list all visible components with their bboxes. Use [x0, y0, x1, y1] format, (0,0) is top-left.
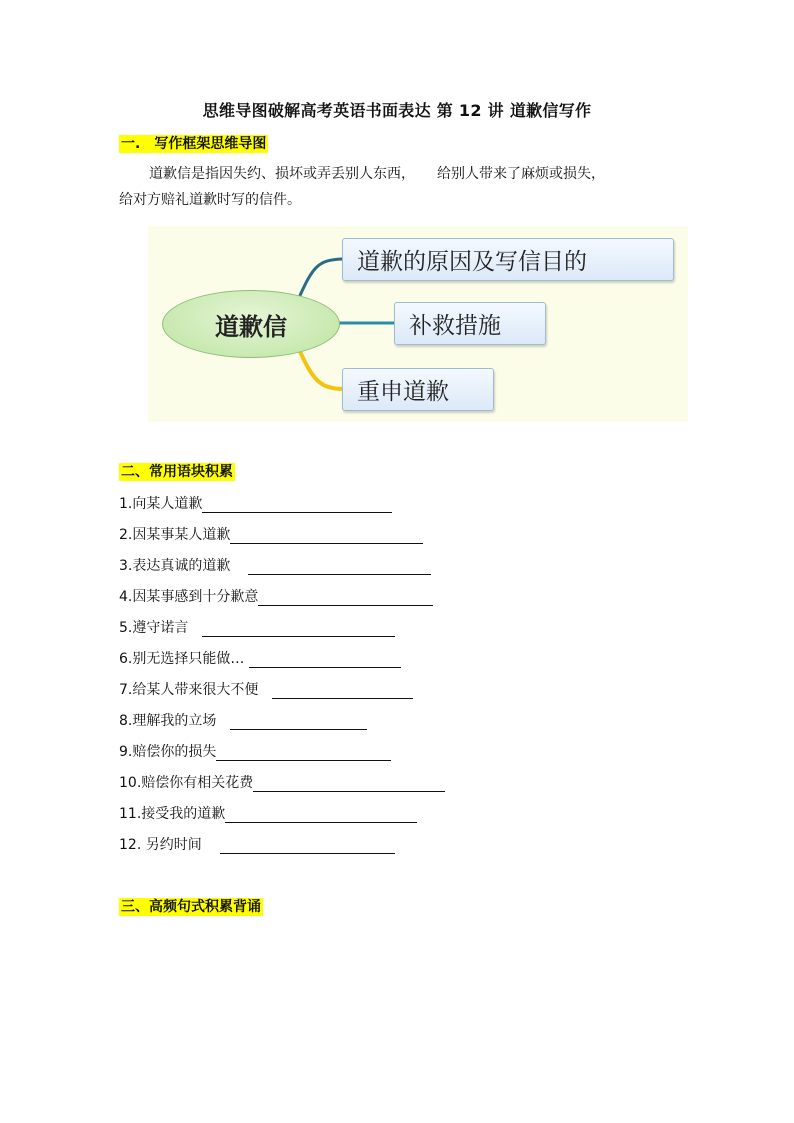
answer-blank[interactable]: [258, 589, 433, 606]
phrase-item: [119, 495, 445, 526]
answer-blank[interactable]: [225, 806, 417, 823]
phrase-text: 3.表达真诚的道歉: [119, 558, 231, 574]
answer-blank[interactable]: [253, 775, 445, 792]
phrase-item: [119, 619, 445, 650]
phrase-text: 6.别无选择只能做…: [119, 651, 245, 667]
phrase-item: [119, 712, 445, 743]
phrase-text: 2.因某事某人道歉: [119, 527, 231, 543]
intro-text-part2: 给别人带来了麻烦或损失，: [437, 166, 605, 182]
section-heading-framework: [119, 135, 268, 153]
intro-paragraph: [119, 161, 679, 213]
phrase-item: [119, 774, 445, 805]
phrase-text: 5.遵守诺言: [119, 620, 189, 636]
phrase-list: [119, 495, 445, 867]
intro-text-part3: 给对方赔礼道歉时写的信件。: [119, 192, 301, 208]
section-heading-phrases: 二、常用语块积累: [121, 464, 233, 480]
mind-map-branch-reapologize: 重申道歉: [342, 368, 494, 411]
phrase-spacing: [258, 682, 271, 698]
phrase-text: 4.因某事感到十分歉意: [119, 589, 259, 605]
page-title: 思维导图破解高考英语书面表达 第 12 讲 道歉信写作: [202, 101, 592, 120]
phrase-item: [119, 650, 445, 681]
answer-blank[interactable]: [230, 527, 423, 544]
answer-blank[interactable]: [230, 713, 367, 730]
mind-map-branch-remedy: 补救措施: [394, 302, 546, 345]
mind-map-branch-reason: 道歉的原因及写信目的: [342, 238, 674, 281]
phrase-text: 1.向某人道歉: [119, 496, 203, 512]
answer-blank[interactable]: [248, 558, 431, 575]
phrase-spacing: [202, 837, 220, 853]
phrase-text: 12. 另约时间: [119, 837, 202, 853]
phrase-text: 8.理解我的立场: [119, 713, 217, 729]
section-label: 写作框架思维导图: [154, 136, 267, 152]
answer-blank[interactable]: [272, 682, 413, 699]
phrase-item: [119, 836, 445, 867]
answer-blank[interactable]: [202, 496, 392, 513]
phrase-spacing: [230, 558, 248, 574]
phrase-spacing: [188, 620, 201, 636]
phrase-text: 9.赔偿你的损失: [119, 744, 217, 760]
phrase-text: 10.赔偿你有相关花费: [119, 775, 254, 791]
phrase-spacing: [216, 713, 229, 729]
section-heading-sentences: 三、高频句式积累背诵: [121, 899, 261, 915]
connector-branch-3: [298, 347, 342, 389]
phrase-item: [119, 743, 445, 774]
intro-text-part1: 道歉信是指因失约、损坏或弄丢别人东西，: [149, 166, 415, 182]
phrase-text: 11.接受我的道歉: [119, 806, 226, 822]
phrase-item: [119, 526, 445, 557]
answer-blank[interactable]: [249, 651, 401, 668]
phrase-item: [119, 557, 445, 588]
answer-blank[interactable]: [220, 837, 395, 854]
mind-map-center-node: 道歉信: [162, 290, 340, 358]
mind-map-diagram: [148, 226, 688, 422]
answer-blank[interactable]: [202, 620, 395, 637]
section-number: 一.: [121, 136, 141, 152]
answer-blank[interactable]: [216, 744, 391, 761]
phrase-item: [119, 805, 445, 836]
phrase-item: [119, 681, 445, 712]
connector-branch-1: [298, 259, 342, 300]
phrase-item: [119, 588, 445, 619]
phrase-text: 7.给某人带来很大不便: [119, 682, 259, 698]
